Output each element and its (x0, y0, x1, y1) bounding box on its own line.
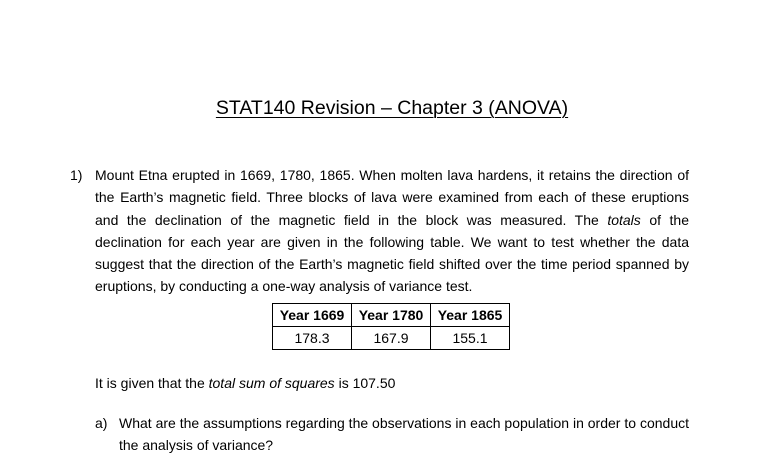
question-italic-totals: totals (607, 211, 641, 228)
document-title-text: STAT140 Revision – Chapter 3 (ANOVA) (215, 97, 569, 119)
question-number: 1) (70, 167, 83, 183)
given-italic: total sum of squares (208, 375, 335, 391)
declination-table (272, 303, 510, 350)
table-cell: 155.1 (431, 327, 510, 350)
question-text (95, 164, 689, 298)
question-text-part-2: of the declination for each year are given in the following table. We want to test whether the data suggest that the direction of the Earth’s magnetic field shifted over the time period spanned by eruptions, by conducting a one-way analysis of variance test. (95, 211, 690, 295)
table-cell: 167.9 (352, 327, 431, 350)
table-header-row (273, 304, 510, 327)
table-row (273, 327, 510, 350)
table-header-cell: Year 1865 (431, 304, 510, 327)
table-cell: 178.3 (273, 327, 352, 350)
part-a-paragraph: What are the assumptions regarding the observations in each population in order to conduct the analysis of variance? (119, 415, 689, 453)
given-statement (95, 373, 395, 393)
given-suffix: is 107.50 (334, 375, 396, 391)
question-paragraph (95, 164, 689, 298)
table-header-cell: Year 1780 (352, 304, 431, 327)
table-header-cell: Year 1669 (273, 304, 352, 327)
part-a-letter: a) (95, 415, 108, 431)
question-text-part-1: Mount Etna erupted in 1669, 1780, 1865. When molten lava hardens, it retains the direction of the Earth’s magnetic field. Three blocks of lava were examined from each of these eruptions and the declination of the magnetic field in the block was measured. The (95, 167, 689, 228)
given-prefix: It is given that the (95, 375, 209, 391)
document-title (0, 96, 784, 120)
part-a-text (119, 412, 689, 456)
